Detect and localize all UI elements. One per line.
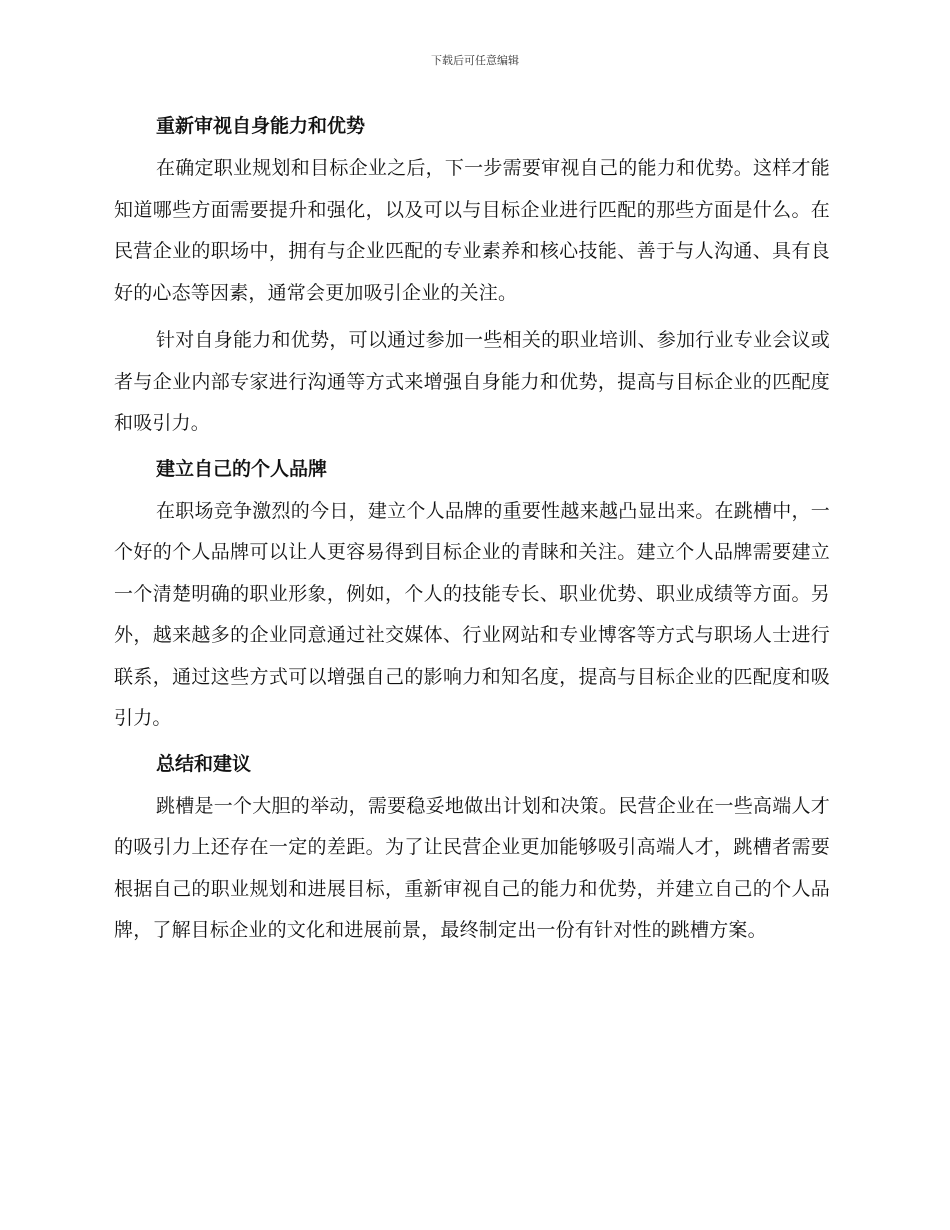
paragraph: 针对自身能力和优势，可以通过参加一些相关的职业培训、参加行业专业会议或者与企业内部专家进行沟通等方式来增强自身能力和优势，提高与目标企业的匹配度和吸引力。 [114, 329, 830, 434]
section-heading-self-assessment: 重新审视自身能力和优势 [156, 115, 366, 137]
document-body [114, 108, 830, 958]
section-heading-summary: 总结和建议 [156, 752, 252, 775]
header-note: 下载后可任意编辑 [431, 54, 519, 67]
paragraph: 跳槽是一个大胆的举动，需要稳妥地做出计划和决策。民营企业在一些高端人才的吸引力上还存在一定的差距。为了让民营企业更加能够吸引高端人才，跳槽者需要根据自己的职业规划和进展目标，重新审视自己的能力和优势，并建立自己的个人品牌，了解目标企业的文化和进展前景，最终制定出一份有针对性的跳槽方案。 [114, 794, 830, 941]
paragraph: 在职场竞争激烈的今日，建立个人品牌的重要性越来越凸显出来。在跳槽中，一个好的个人品牌可以让人更容易得到目标企业的青睐和关注。建立个人品牌需要建立一个清楚明确的职业形象，例如，个人的技能专长、职业优势、职业成绩等方面。另外，越来越多的企业同意通过社交媒体、行业网站和专业博客等方式与职场人士进行联系，通过这些方式可以增强自己的影响力和知名度，提高与目标企业的匹配度和吸引力。 [114, 499, 830, 729]
paragraph: 在确定职业规划和目标企业之后，下一步需要审视自己的能力和优势。这样才能知道哪些方面需要提升和强化，以及可以与目标企业进行匹配的那些方面是什么。在民营企业的职场中，拥有与企业匹配的专业素养和核心技能、善于与人沟通、具有良好的心态等因素，通常会更加吸引企业的关注。 [114, 157, 830, 304]
section-heading-personal-brand: 建立自己的个人品牌 [156, 457, 328, 480]
